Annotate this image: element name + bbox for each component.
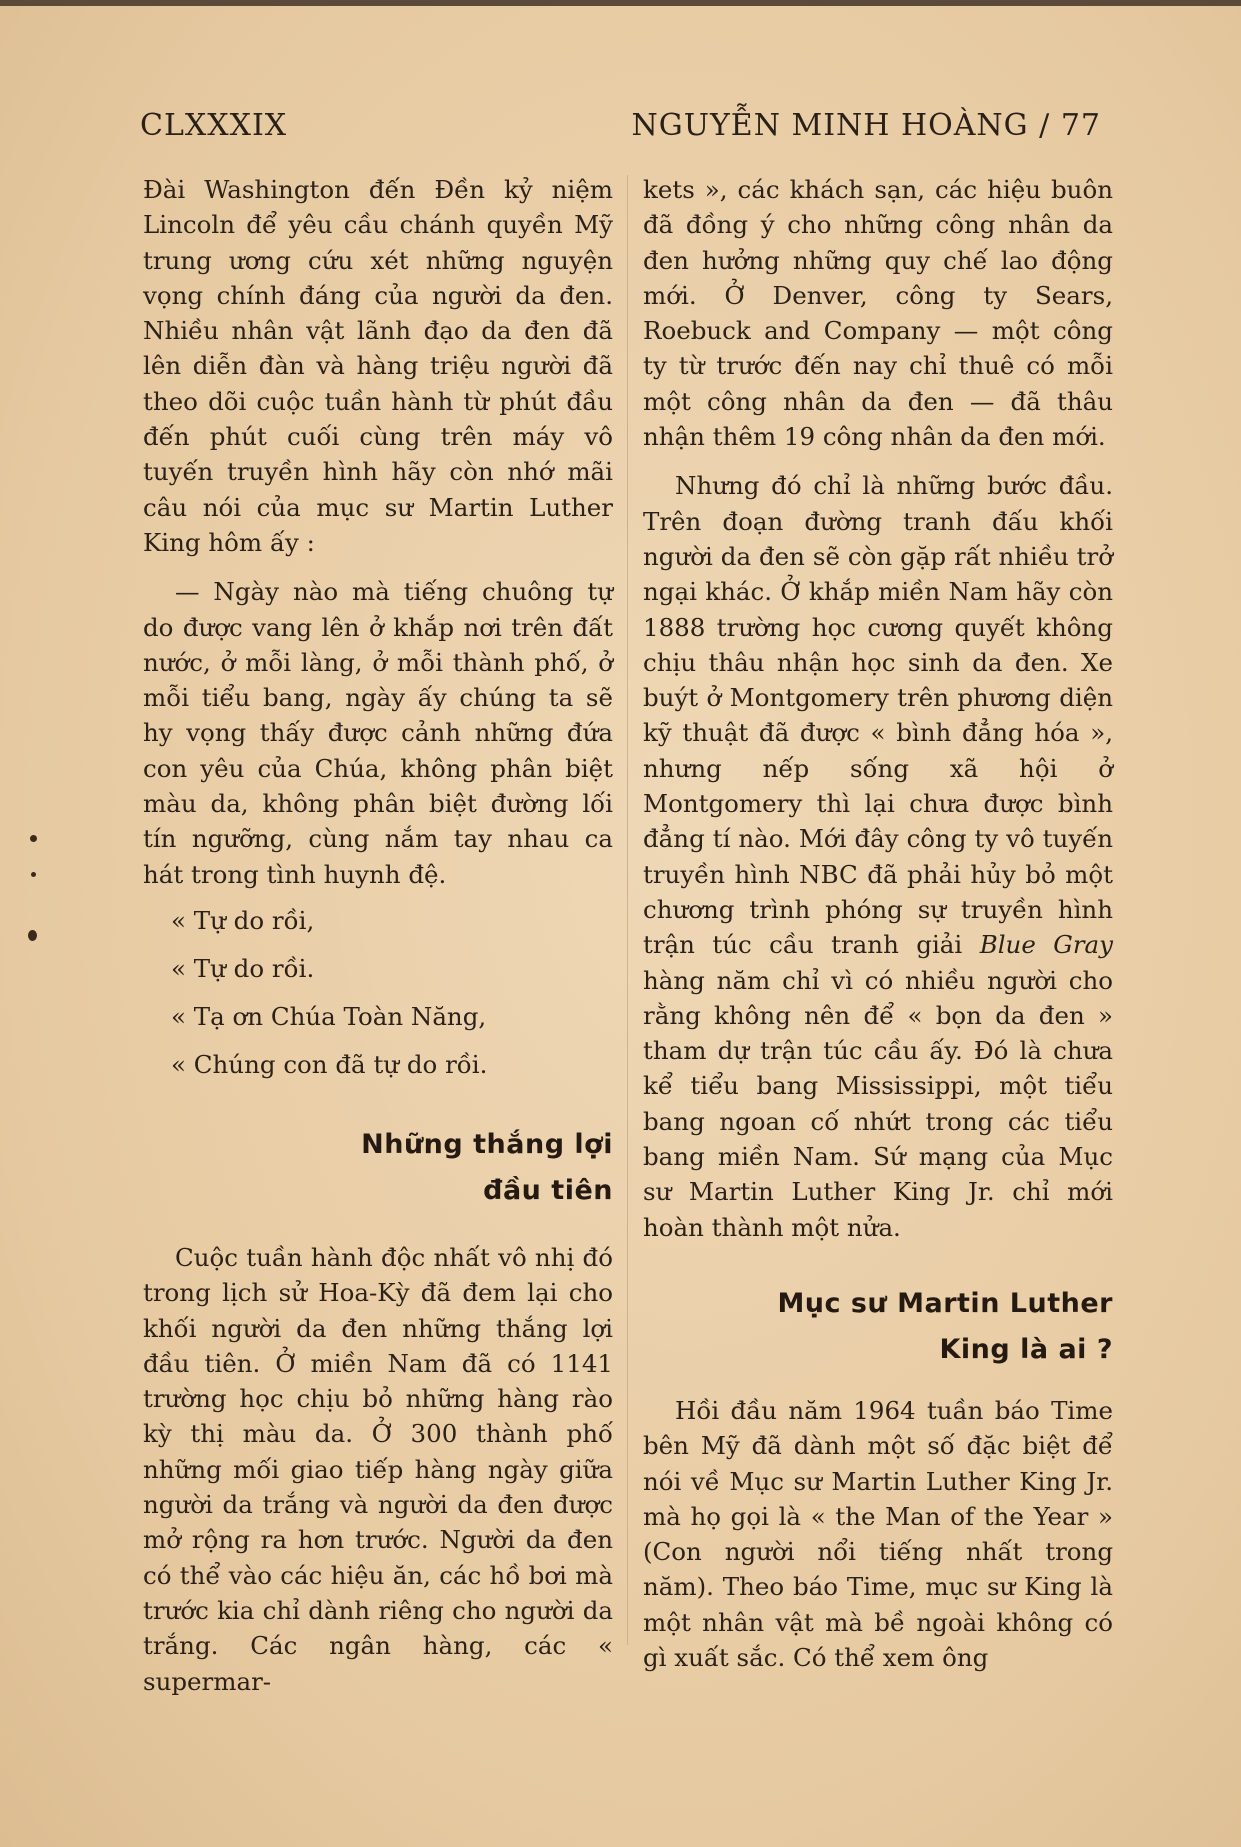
section-heading: [143, 1122, 613, 1214]
quote-line: « Tự do rồi.: [171, 953, 315, 983]
section-heading-line: Những thắng lợi: [361, 1128, 613, 1160]
column-divider: [627, 175, 628, 1645]
paragraph: Cuộc tuần hành độc nhất vô nhị đó trong lịch sử Hoa-Kỳ đã đem lại cho khối người da đen những thắng lợi đầu tiên. Ở miền Nam đã có 1141 trường học chịu bỏ những hàng rào kỳ thị màu da. Ở 300 thành phố những mối giao tiếp hàng ngày giữa người da trắng và người da đen được mở rộng ra hơn trước. Người da đen có thể vào các hiệu ăn, các hồ bơi mà trước kia chỉ dành riêng cho người da trắng. Các ngân hàng, các « supermar-: [143, 1242, 613, 1696]
running-head-left: CLXXXIX: [140, 108, 288, 143]
paragraph: Đài Washington đến Đền kỷ niệm Lincoln để yêu cầu chánh quyền Mỹ trung ương cứu xét những nguyện vọng chính đáng của người da đen. Nhiều nhân vật lãnh đạo da đen đã lên diễn đàn và hàng triệu người đã theo dõi cuộc tuần hành từ phút đầu đến phút cuối cùng trên máy vô tuyến truyền hình hãy còn nhớ mãi câu nói của mục sư Martin Luther King hôm ấy :: [143, 175, 613, 557]
section-heading-line: King là ai ?: [939, 1333, 1113, 1365]
paragraph: Hồi đầu năm 1964 tuần báo Time bên Mỹ đã dành một số đặc biệt để nói về Mục sư Martin Luther King Jr. mà họ gọi là « the Man of the Year » (Con người nổi tiếng nhất trong năm). Theo báo Time, mục sư King là một nhân vật mà bề ngoài không có gì xuất sắc. Có thể xem ông: [643, 1395, 1113, 1672]
right-column: [643, 172, 1113, 1675]
section-heading: [643, 1281, 1113, 1373]
section-heading-line: Mục sư Martin Luther: [777, 1287, 1113, 1319]
binding-mark: [31, 872, 36, 877]
left-column: [143, 172, 613, 1699]
quote-line: « Tạ ơn Chúa Toàn Năng,: [171, 1001, 487, 1031]
section-heading-line: đầu tiên: [483, 1174, 613, 1206]
paragraph-text: hàng năm chỉ vì có nhiều người cho rằng không nên để « bọn da đen » tham dự trận túc cầu ấy. Đó là chưa kể tiểu bang Mississippi, một tiểu bang ngoan cố nhứt trong các tiểu bang miền Nam. Sứ mạng của Mục sư Martin Luther King Jr. chỉ mới hoàn thành một nửa.: [643, 965, 1113, 1242]
binding-mark: [28, 930, 37, 941]
paragraph: kets », các khách sạn, các hiệu buôn đã đồng ý cho những công nhân da đen hưởng những quy chế lao động mới. Ở Denver, công ty Sears, Roebuck and Company — một công ty từ trước đến nay chỉ thuê có mỗi một công nhân da đen — đã thâu nhận thêm 19 công nhân da đen mới.: [643, 175, 1113, 452]
paragraph-text: Nhưng đó chỉ là những bước đầu. Trên đoạn đường tranh đấu khối người da đen sẽ còn gặp rất nhiều trở ngại khác. Ở khắp miền Nam hãy còn 1888 trường học cương quyết không chịu thâu nhận học sinh da đen. Xe buýt ở Montgomery trên phương diện kỹ thuật đã được « bình đẳng hóa », nhưng nếp sống xã hội ở Montgomery thì lại chưa được bình đẳng tí nào. Mới đây công ty vô tuyến truyền hình NBC đã phải hủy bỏ một chương trình phóng sự truyền hình trận túc cầu tranh giải: [643, 471, 1113, 960]
quote-line: « Chúng con đã tự do rồi.: [171, 1049, 488, 1079]
paragraph: [643, 468, 1113, 1245]
page-top-edge: [0, 0, 1241, 6]
binding-mark: [30, 835, 37, 842]
song-quote: [143, 902, 613, 1084]
italic-title: Blue Gray: [979, 930, 1114, 960]
speech-quote-paragraph: — Ngày nào mà tiếng chuông tự do được vang lên ở khắp nơi trên đất nước, ở mỗi làng, ở mỗi thành phố, ở mỗi tiểu bang, ngày ấy chúng ta sẽ hy vọng thấy được cảnh những đứa con yêu của Chúa, không phân biệt màu da, không phân biệt đường lối tín ngưỡng, cùng nắm tay nhau ca hát trong tình huynh đệ.: [143, 577, 613, 889]
running-head-right: NGUYỄN MINH HOÀNG / 77: [631, 108, 1101, 143]
quote-line: « Tự do rồi,: [171, 905, 315, 935]
